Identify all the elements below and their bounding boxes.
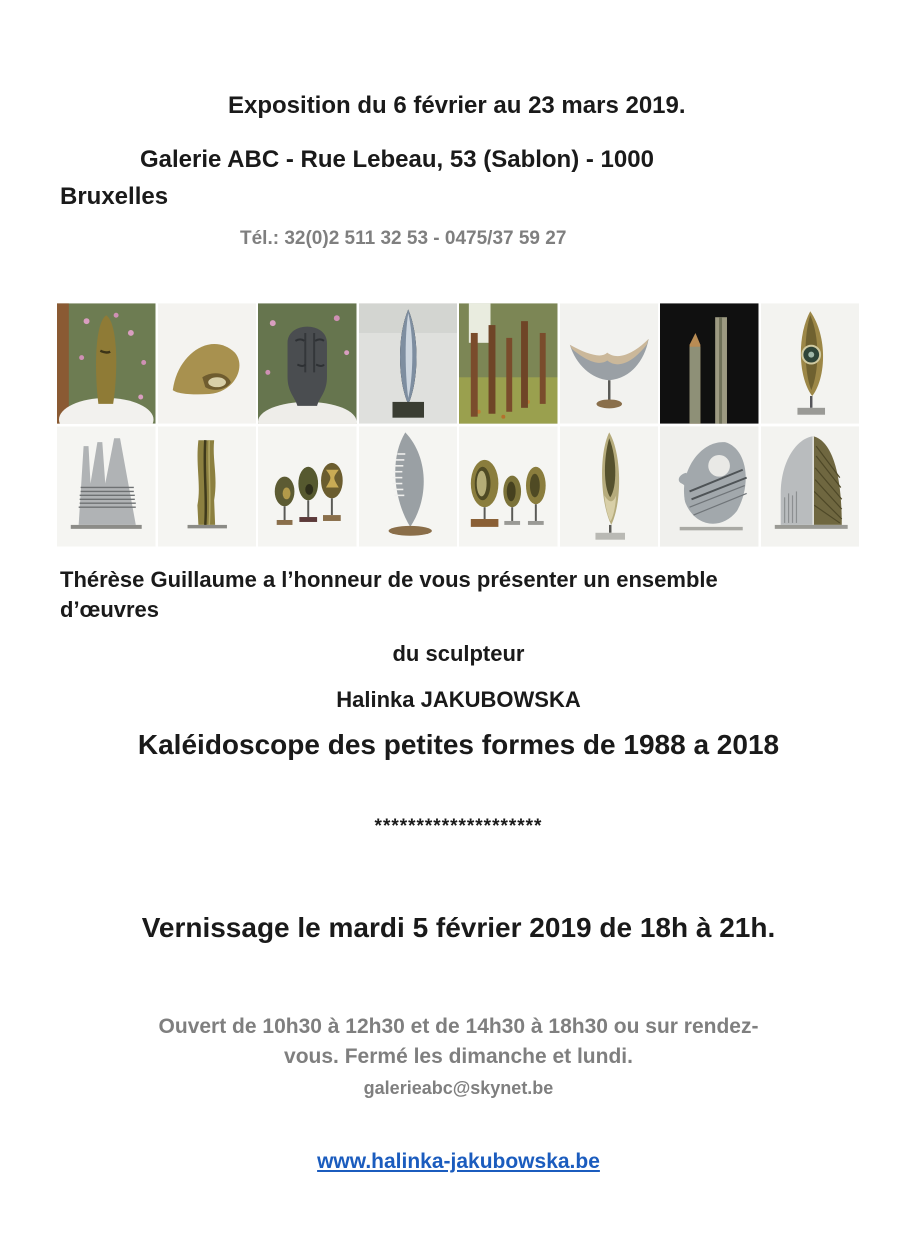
vernissage-line: Vernissage le mardi 5 février 2019 de 18h à 21h. bbox=[141, 912, 776, 943]
sculpture-photo-1 bbox=[57, 303, 156, 424]
website-link-row bbox=[0, 1150, 917, 1174]
sculpture-photo-3 bbox=[258, 303, 357, 424]
sculpture-photo-4 bbox=[359, 303, 458, 424]
presenter-text bbox=[60, 565, 718, 625]
sculpture-photo-16 bbox=[761, 426, 860, 547]
gallery-address-line2: Bruxelles bbox=[60, 183, 169, 210]
sculpture-photo-11 bbox=[258, 426, 357, 547]
opening-hours bbox=[0, 1012, 917, 1072]
sculpture-photo-2 bbox=[158, 303, 257, 424]
sculpture-photo-13 bbox=[459, 426, 558, 547]
presenter-line2: d’œuvres bbox=[60, 597, 160, 622]
sculpture-photo-grid bbox=[57, 303, 859, 547]
sculpture-photo-5 bbox=[459, 303, 558, 424]
gallery-phone: Tél.: 32(0)2 511 32 53 - 0475/37 59 27 bbox=[240, 228, 567, 249]
sculpture-photo-15 bbox=[660, 426, 759, 547]
asterisk-separator: ******************** bbox=[374, 816, 543, 837]
gallery-email: galerieabc@skynet.be bbox=[363, 1078, 554, 1098]
opening-hours-line1: Ouvert de 10h30 à 12h30 et de 14h30 à 18h30 ou sur rendez- bbox=[158, 1015, 759, 1038]
sculpture-photo-12 bbox=[359, 426, 458, 547]
exhibition-subtitle: Kaléidoscope des petites formes de 1988 a 2018 bbox=[137, 729, 780, 760]
website-link[interactable]: www.halinka-jakubowska.be bbox=[317, 1150, 600, 1173]
sculpture-photo-7 bbox=[660, 303, 759, 424]
sculpture-photo-6 bbox=[560, 303, 659, 424]
sculpture-photo-10 bbox=[158, 426, 257, 547]
sculpture-photo-8 bbox=[761, 303, 860, 424]
exhibition-title: Exposition du 6 février au 23 mars 2019. bbox=[228, 92, 686, 119]
sculpture-photo-14 bbox=[560, 426, 659, 547]
presenter-line1: Thérèse Guillaume a l’honneur de vous présenter un ensemble bbox=[60, 567, 718, 592]
artist-name: Halinka JAKUBOWSKA bbox=[336, 687, 581, 712]
gallery-address-line1: Galerie ABC - Rue Lebeau, 53 (Sablon) - 1000 bbox=[140, 146, 654, 173]
sculpture-photo-9 bbox=[57, 426, 156, 547]
opening-hours-line2: vous. Fermé les dimanche et lundi. bbox=[284, 1045, 633, 1068]
du-sculpteur-label: du sculpteur bbox=[392, 641, 525, 666]
